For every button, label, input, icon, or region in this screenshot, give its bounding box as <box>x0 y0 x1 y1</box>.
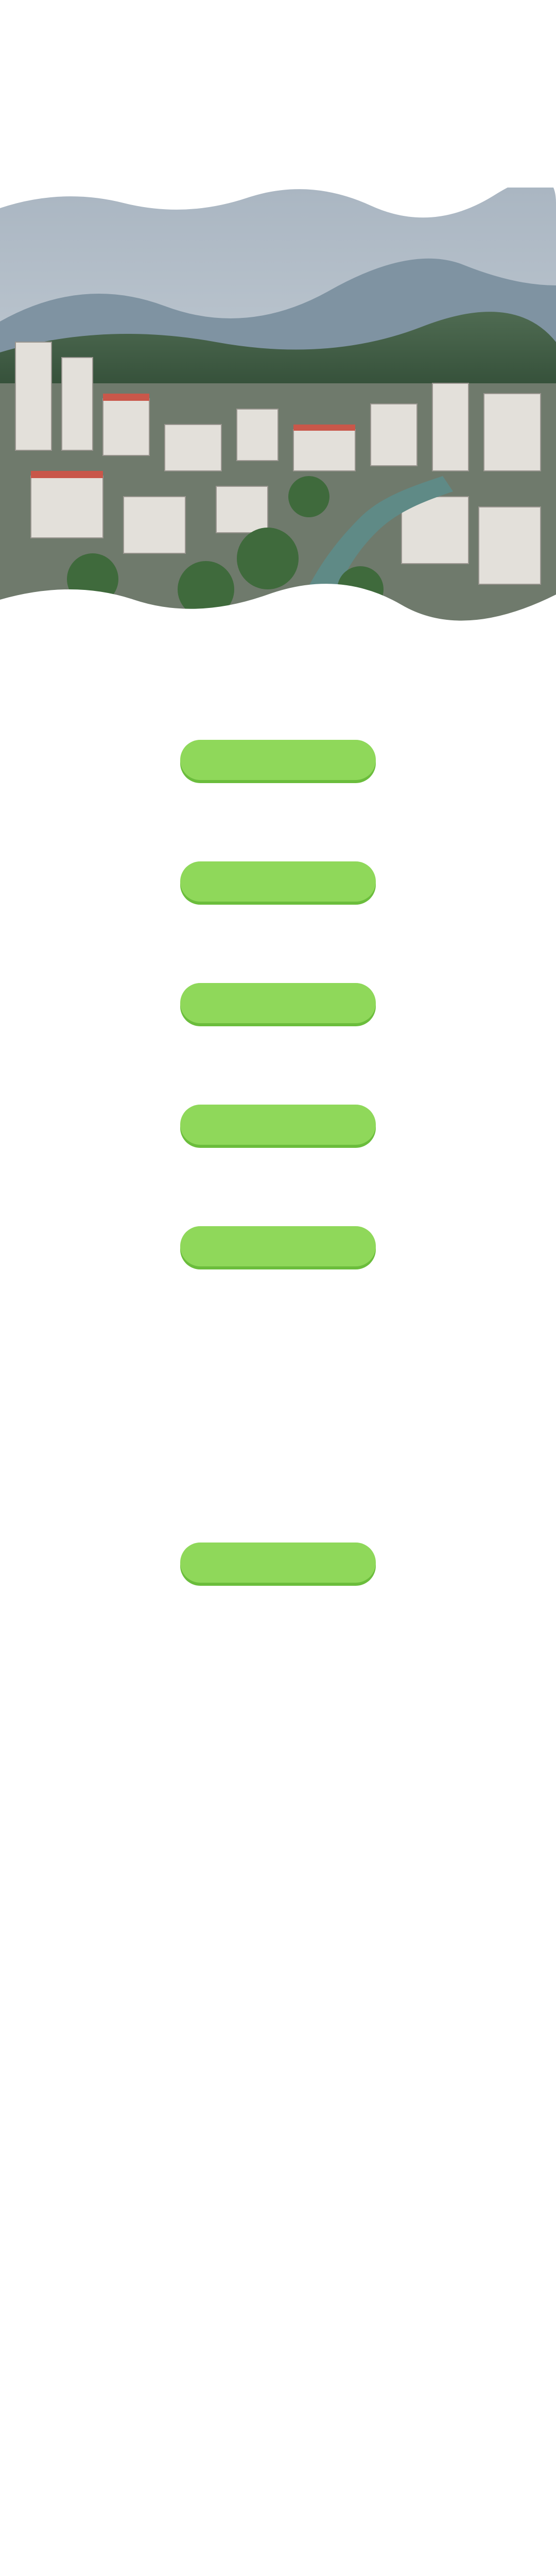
section-heading-5 <box>33 1226 523 1266</box>
section-heading-2 <box>33 861 523 902</box>
article-title <box>0 0 556 167</box>
item-title <box>33 1342 523 1367</box>
heading-pill <box>180 740 376 780</box>
heading-pill <box>180 1105 376 1145</box>
title-line-2 <box>36 76 520 122</box>
item-title <box>33 1455 523 1481</box>
intro-paragraph <box>33 677 523 704</box>
item-body <box>33 1311 523 1336</box>
section-4-paragraph <box>33 1163 523 1190</box>
section-6-paragraph <box>33 1601 523 1628</box>
item-title <box>33 1398 523 1424</box>
heading-pill <box>180 861 376 902</box>
section-heading-3 <box>33 983 523 1023</box>
heading-pill <box>180 1226 376 1266</box>
item-body <box>33 1424 523 1450</box>
section-heading-4 <box>33 1105 523 1145</box>
heading-pill <box>180 1543 376 1583</box>
section-heading-1 <box>33 740 523 780</box>
section-3-paragraph <box>33 1042 523 1069</box>
town-aerial-photo <box>0 188 556 631</box>
title-line-1 <box>36 31 520 76</box>
item-body <box>33 1367 523 1393</box>
item-title <box>33 1285 523 1311</box>
section-2-paragraph <box>33 920 523 947</box>
section-1-paragraph <box>33 799 523 825</box>
item-body <box>33 1481 523 1506</box>
heading-pill <box>180 983 376 1023</box>
section-heading-6 <box>33 1543 523 1583</box>
title-line-3 <box>36 122 520 167</box>
